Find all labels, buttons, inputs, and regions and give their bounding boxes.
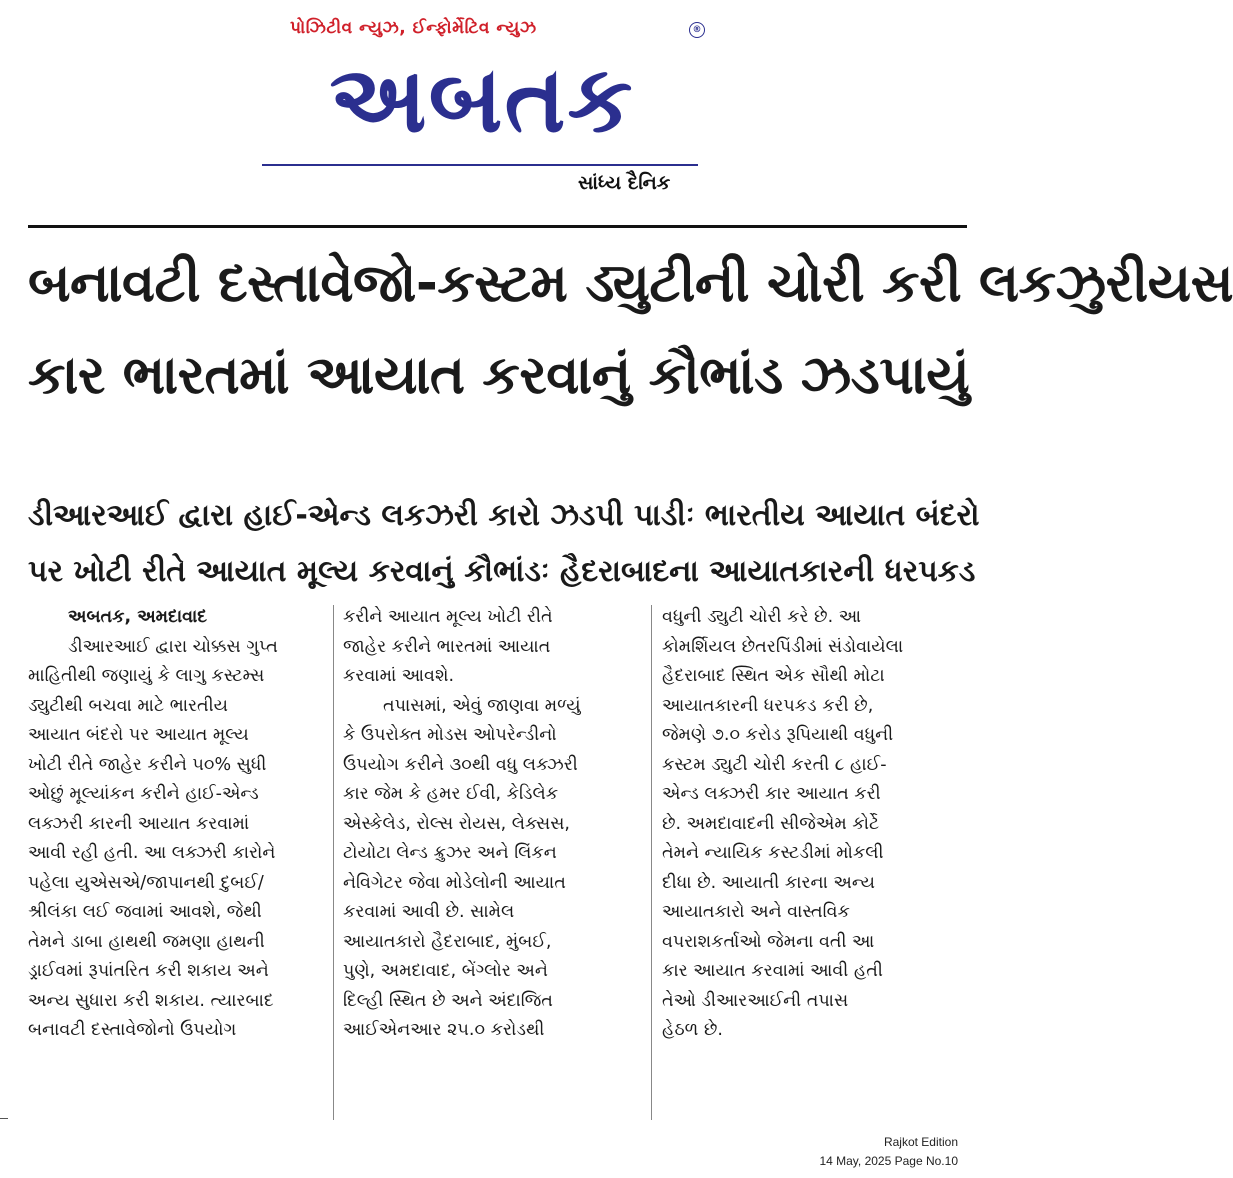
subhead-line-1: ડીઆરઆઈ દ્વારા હાઈ-એન્ડ લકઝરી કારો ઝડપી પાડીઃ ભારતીય આયાત બંદરો xyxy=(28,498,980,533)
masthead xyxy=(0,0,967,215)
article-text-line: વધુની ડ્યુટી ચોરી કરે છે. આ xyxy=(662,607,861,627)
newspaper-logo: અબતક xyxy=(329,46,635,153)
column-3-body xyxy=(662,603,944,1046)
article-text-line: દીધા છે. આયાતી કારના અન્ય xyxy=(662,872,875,893)
article-text-line: આયાતકારો હૈદરાબાદ, મુંબઈ, xyxy=(343,931,552,952)
column-2-body-b xyxy=(343,692,625,1046)
article-text-line: જાહેર કરીને ભારતમાં આયાત xyxy=(343,636,551,657)
article-text-line: કાર આયાત કરવામાં આવી હતી xyxy=(662,961,883,981)
article-text-line: બનાવટી દસ્તાવેજોનો ઉપયોગ xyxy=(28,1020,237,1040)
article-text-line: આવી રહી હતી. આ લક્ઝરી કારોને xyxy=(28,843,276,863)
article-text-line: ડીઆરઆઈ દ્વારા ચોક્કસ ગુપ્ત xyxy=(68,636,278,657)
date-page-label: 14 May, 2025 Page No.10 xyxy=(819,1154,958,1168)
article-text-line: કાર જેમ કે હમર ઈવી, કેડિલેક xyxy=(343,784,559,804)
article-text-line: હૈદરાબાદ સ્થિત એક સૌથી મોટા xyxy=(662,666,885,686)
article-text-line: કોમર્શિયલ છેતરપિંડીમાં સંડોવાયેલા xyxy=(662,636,904,657)
masthead-subtitle: સાંધ્ય દૈનિક xyxy=(578,172,671,194)
article-text-line: કરીને આયાત મૂલ્ય ખોટી રીતે xyxy=(343,607,553,627)
column-2-body-a xyxy=(343,603,625,692)
article-subheadline xyxy=(28,488,980,600)
article-text-line: દિલ્હી સ્થિત છે અને અંદાજિત xyxy=(343,990,553,1011)
article-text-line: હેઠળ છે. xyxy=(662,1020,723,1040)
article-text-line: તેમને ન્યાયિક કસ્ટડીમાં મોકલી xyxy=(662,843,884,863)
article-text-line: ખોટી રીતે જાહેર કરીને ૫૦% સુધી xyxy=(28,754,267,775)
page-tick-mark xyxy=(0,1118,8,1119)
article-text-line: પહેલા યુએસએ/જાપાનથી દુબઈ/ xyxy=(28,872,264,893)
column-1-body xyxy=(28,633,310,1046)
article-text-line: તેઓ ડીઆરઆઈની તપાસ xyxy=(662,990,849,1011)
article-text-line: વપરાશકર્તાઓ જેમના વતી આ xyxy=(662,931,875,952)
article-text-line: કે ઉપરોક્ત મોડસ ઓપરેન્ડીનો xyxy=(343,725,557,745)
article-text-line: નેવિગેટર જેવા મોડેલોની આયાત xyxy=(343,872,566,893)
masthead-tagline: પોઝિટીવ ન્યુઝ, ઈન્ફોર્મેટિવ ન્યુઝ xyxy=(290,18,537,38)
article-text-line: આઈએનઆર ૨૫.૦ કરોડથી xyxy=(343,1020,545,1040)
subhead-line-2: પર ખોટી રીતે આયાત મૂલ્ય કરવાનું કૌભાંડઃ હૈદરાબાદના આયાતકારની ધરપકડ xyxy=(28,554,976,589)
article-text-line: તેમને ડાબા હાથથી જમણા હાથની xyxy=(28,931,265,952)
column-divider xyxy=(651,605,652,1120)
column-divider xyxy=(333,605,334,1120)
article-text-line: ઉપયોગ કરીને ૩૦થી વધુ લક્ઝરી xyxy=(343,754,578,775)
article-text-line: માહિતીથી જણાયું કે લાગુ કસ્ટમ્સ xyxy=(28,666,265,686)
article-text-line: ઓછું મૂલ્યાંકન કરીને હાઈ-એન્ડ xyxy=(28,784,259,804)
page-footer xyxy=(819,1133,958,1171)
article-text-line: કરવામાં આવશે. xyxy=(343,666,455,686)
article-text-line: ટોયોટા લેન્ડ ક્રુઝર અને લિંકન xyxy=(343,843,557,863)
article-text-line: આયાત બંદરો પર આયાત મૂલ્ય xyxy=(28,725,249,745)
article-column-1 xyxy=(28,603,310,1046)
article-text-line: એસ્કેલેડ, રોલ્સ રોયસ, લેક્સસ, xyxy=(343,813,570,834)
article-text-line: શ્રીલંકા લઈ જવામાં આવશે, જેથી xyxy=(28,902,262,922)
article-text-line: છે. અમદાવાદની સીજેએમ કોર્ટે xyxy=(662,813,880,834)
article-text-line: આયાતકારની ધરપકડ કરી છે, xyxy=(662,695,874,716)
headline-line-2: કાર ભારતમાં આયાત કરવાનું કૌભાંડ ઝડપાયું xyxy=(28,345,970,406)
edition-label: Rajkot Edition xyxy=(883,1135,958,1149)
article-dateline: અબતક, અમદાવાદ xyxy=(68,607,208,627)
article-text-line: આયાતકારો અને વાસ્તવિક xyxy=(662,902,850,922)
headline-line-1: બનાવટી દસ્તાવેજો-કસ્ટમ ડ્યુટીની ચોરી કરી લકઝુરીયસ xyxy=(28,253,1233,314)
article-text-line: ડ્યુટીથી બચવા માટે ભારતીય xyxy=(28,695,228,716)
article-text-line: લક્ઝરી કારની આયાત કરવામાં xyxy=(28,813,250,834)
registered-mark: ® xyxy=(689,22,705,38)
header-divider xyxy=(28,225,967,228)
article-column-2 xyxy=(343,603,625,1046)
article-text-line: અન્ય સુધારા કરી શકાય. ત્યારબાદ xyxy=(28,990,274,1011)
article-text-line: જેમણે ૭.૦ કરોડ રૂપિયાથી વધુની xyxy=(662,725,894,745)
article-text-line: ડ્રાઈવમાં રૂપાંતરિત કરી શકાય અને xyxy=(28,961,269,981)
logo-underline xyxy=(262,164,698,166)
article-text-line: કસ્ટમ ડ્યુટી ચોરી કરતી ૮ હાઈ- xyxy=(662,754,887,775)
article-column-3 xyxy=(662,603,944,1046)
article-text-line: એન્ડ લક્ઝરી કાર આયાત કરી xyxy=(662,784,881,804)
article-headline xyxy=(28,238,1233,422)
article-text-line: તપાસમાં, એવું જાણવા મળ્યું xyxy=(383,695,581,716)
article-text-line: પુણે, અમદાવાદ, બેંગ્લોર અને xyxy=(343,961,548,981)
article-text-line: કરવામાં આવી છે. સામેલ xyxy=(343,902,515,922)
